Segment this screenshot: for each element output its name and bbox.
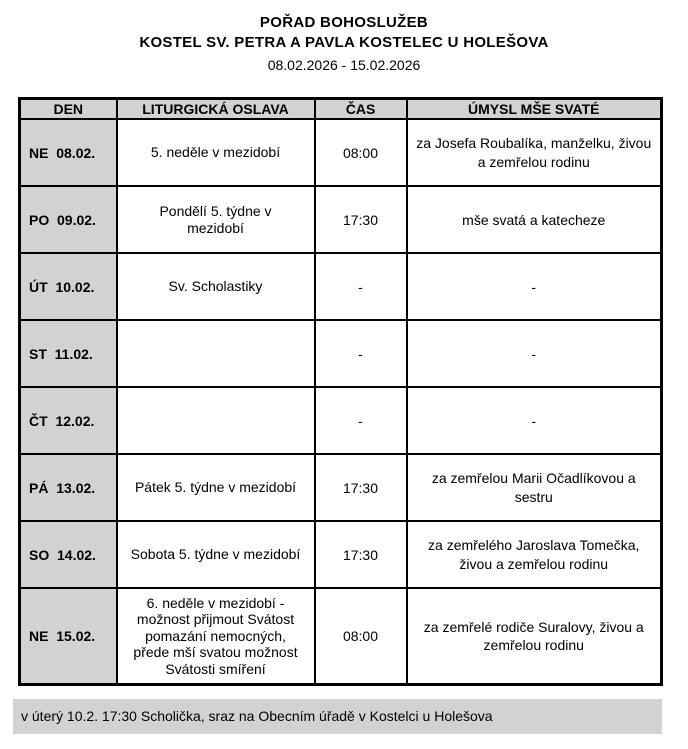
intention-cell: za Josefa Roubalíka, manželku, živou a zemřelou rodinu bbox=[407, 119, 662, 186]
footer-note: v úterý 10.2. 17:30 Scholička, sraz na Obecním úřadě v Kostelci u Holešova bbox=[13, 699, 662, 734]
celebration-cell: 6. neděle v mezidobí - možnost přijmout Svátost pomazání nemocných, přede mší svatou možnost Svátosti smíření bbox=[117, 588, 315, 684]
table-row-ct-1202 bbox=[20, 387, 662, 454]
day-cell: SO 14.02. bbox=[20, 521, 117, 588]
day-cell: ST 11.02. bbox=[20, 320, 117, 387]
time-cell: - bbox=[315, 320, 407, 387]
intention-cell: za zemřelého Jaroslava Tomečka, živou a zemřelou rodinu bbox=[407, 521, 662, 588]
table-row-so-1402 bbox=[20, 521, 662, 588]
time-cell: 17:30 bbox=[315, 454, 407, 521]
time-cell: 08:00 bbox=[315, 119, 407, 186]
day-cell: PO 09.02. bbox=[20, 186, 117, 253]
column-header-liturgicka-oslava: LITURGICKÁ OSLAVA bbox=[117, 98, 315, 119]
time-cell: 17:30 bbox=[315, 521, 407, 588]
day-cell: NE 08.02. bbox=[20, 119, 117, 186]
time-cell: 17:30 bbox=[315, 186, 407, 253]
celebration-cell bbox=[117, 320, 315, 387]
day-cell: ČT 12.02. bbox=[20, 387, 117, 454]
column-header-den: DEN bbox=[20, 98, 117, 119]
time-cell: - bbox=[315, 387, 407, 454]
intention-cell: - bbox=[407, 320, 662, 387]
celebration-cell: Pondělí 5. týdne v mezidobí bbox=[117, 186, 315, 253]
table-row-ne-1502 bbox=[20, 588, 662, 684]
intention-cell: mše svatá a katecheze bbox=[407, 186, 662, 253]
table-row-po-0902 bbox=[20, 186, 662, 253]
celebration-cell: Pátek 5. týdne v mezidobí bbox=[117, 454, 315, 521]
time-cell: 08:00 bbox=[315, 588, 407, 684]
celebration-cell bbox=[117, 387, 315, 454]
document-header bbox=[0, 0, 688, 73]
time-cell: - bbox=[315, 253, 407, 320]
schedule-table bbox=[18, 97, 663, 686]
intention-cell: - bbox=[407, 387, 662, 454]
day-cell: ÚT 10.02. bbox=[20, 253, 117, 320]
intention-cell: - bbox=[407, 253, 662, 320]
celebration-cell: 5. neděle v mezidobí bbox=[117, 119, 315, 186]
column-header-cas: ČAS bbox=[315, 98, 407, 119]
table-header-row bbox=[20, 98, 662, 119]
table-row-st-1102 bbox=[20, 320, 662, 387]
date-range: 08.02.2026 - 15.02.2026 bbox=[267, 56, 421, 73]
column-header-umysl: ÚMYSL MŠE SVATÉ bbox=[407, 98, 662, 119]
intention-cell: za zemřelé rodiče Suralovy, živou a zemřelou rodinu bbox=[407, 588, 662, 684]
table-row-ut-1002 bbox=[20, 253, 662, 320]
celebration-cell: Sobota 5. týdne v mezidobí bbox=[117, 521, 315, 588]
table-row-ne-0802 bbox=[20, 119, 662, 186]
celebration-cell: Sv. Scholastiky bbox=[117, 253, 315, 320]
intention-cell: za zemřelou Marii Očadlíkovou a sestru bbox=[407, 454, 662, 521]
page-title: POŘAD BOHOSLUŽEB bbox=[259, 14, 429, 31]
day-cell: NE 15.02. bbox=[20, 588, 117, 684]
page-subtitle: KOSTEL SV. PETRA A PAVLA KOSTELEC U HOLEŠOVA bbox=[139, 33, 549, 51]
day-cell: PÁ 13.02. bbox=[20, 454, 117, 521]
table-row-pa-1302 bbox=[20, 454, 662, 521]
